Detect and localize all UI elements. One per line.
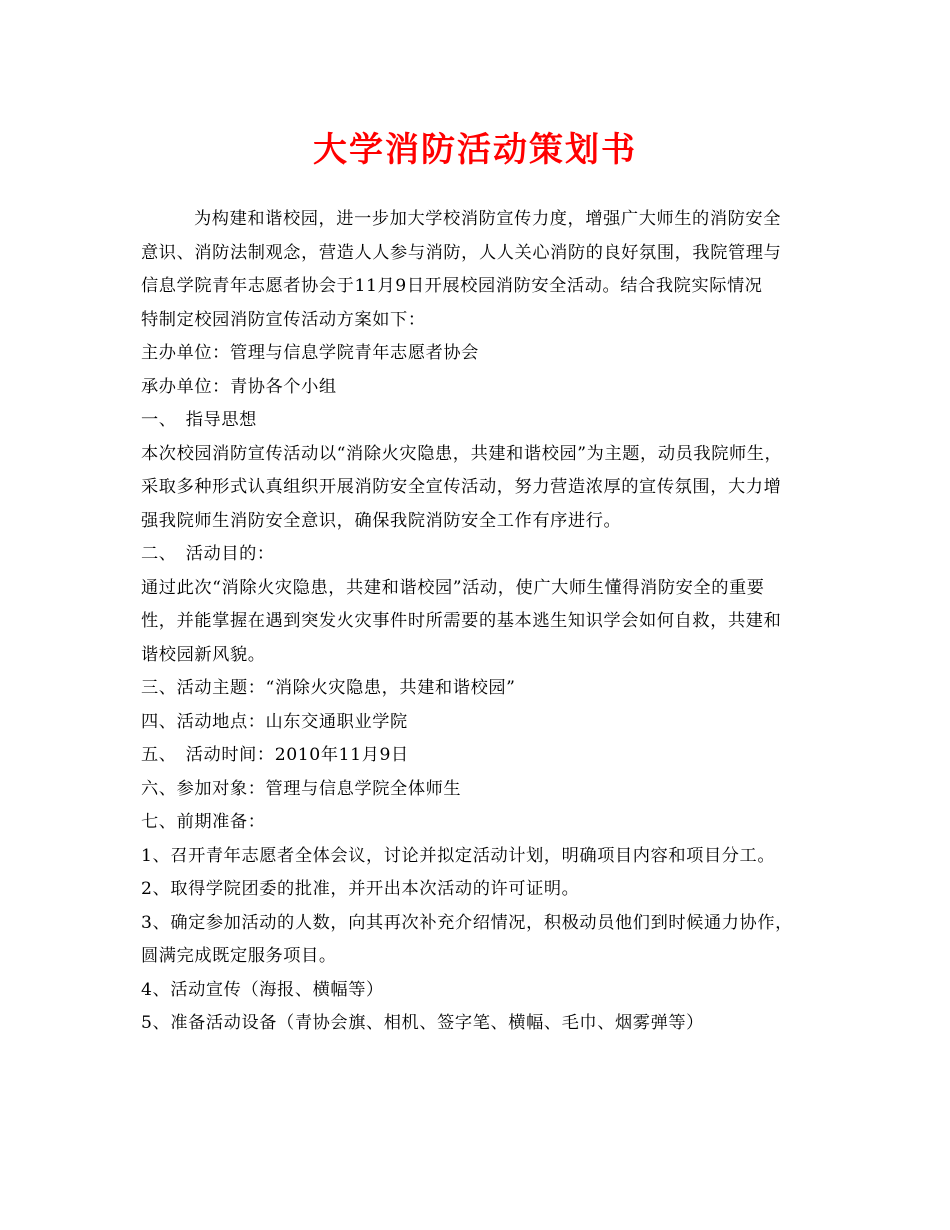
section-heading: 七、前期准备： <box>141 812 266 832</box>
section-heading: 一、 指导思想 <box>141 410 257 430</box>
paragraph-line: 强我院师生消防安全意识，确保我院消防安全工作有序进行。 <box>141 510 622 531</box>
list-item: 圆满完成既定服务项目。 <box>141 946 337 966</box>
document-title: 大学消防活动策划书 <box>313 130 637 170</box>
paragraph-line: 特制定校园消防宣传活动方案如下： <box>141 309 426 330</box>
section-heading: 二、 活动目的： <box>141 544 275 564</box>
section-heading: 四、活动地点：山东交通职业学院 <box>141 711 408 732</box>
paragraph-line: 谐校园新风貌。 <box>141 644 266 665</box>
list-item: 4、活动宣传（海报、横幅等） <box>141 979 384 1000</box>
section-heading: 五、 活动时间：2010年11月9日 <box>141 745 409 765</box>
list-item: 3、确定参加活动的人数，向其再次补充介绍情况，积极动员他们到时候通力协作， <box>141 912 793 933</box>
organizer-line: 主办单位：管理与信息学院青年志愿者协会 <box>141 343 479 363</box>
host-line: 承办单位：青协各个小组 <box>141 376 337 397</box>
paragraph-line: 本次校园消防宣传活动以“消除火灾隐患，共建和谐校园”为主题，动员我院师生， <box>141 443 783 464</box>
paragraph-line: 为构建和谐校园，进一步加大学校消防宣传力度，增强广大师生的消防安全 <box>194 209 781 229</box>
paragraph-line: 意识、消防法制观念，营造人人参与消防，人人关心消防的良好氛围，我院管理与 <box>141 242 782 263</box>
paragraph-line: 采取多种形式认真组织开展消防安全宣传活动，努力营造浓厚的宣传氛围，大力增 <box>141 477 782 497</box>
list-item: 5、准备活动设备（青协会旗、相机、签字笔、横幅、毛巾、烟雾弹等） <box>141 1013 704 1033</box>
list-item: 2、取得学院团委的批准，并开出本次活动的许可证明。 <box>141 879 580 899</box>
document-body <box>141 204 817 1042</box>
list-item: 1、召开青年志愿者全体会议，讨论并拟定活动计划，明确项目内容和项目分工。 <box>141 845 776 866</box>
section-heading: 六、参加对象：管理与信息学院全体师生 <box>141 778 462 799</box>
paragraph-line: 信息学院青年志愿者协会于11月9日开展校园消防安全活动。结合我院实际情况 <box>141 276 763 296</box>
paragraph-line: 性，并能掌握在遇到突发火灾事件时所需要的基本逃生知识学会如何自救，共建和 <box>141 611 782 631</box>
section-heading: 三、活动主题：“消除火灾隐患，共建和谐校园” <box>141 678 516 698</box>
paragraph-line: 通过此次“消除火灾隐患，共建和谐校园”活动，使广大师生懂得消防安全的重要 <box>141 577 765 598</box>
